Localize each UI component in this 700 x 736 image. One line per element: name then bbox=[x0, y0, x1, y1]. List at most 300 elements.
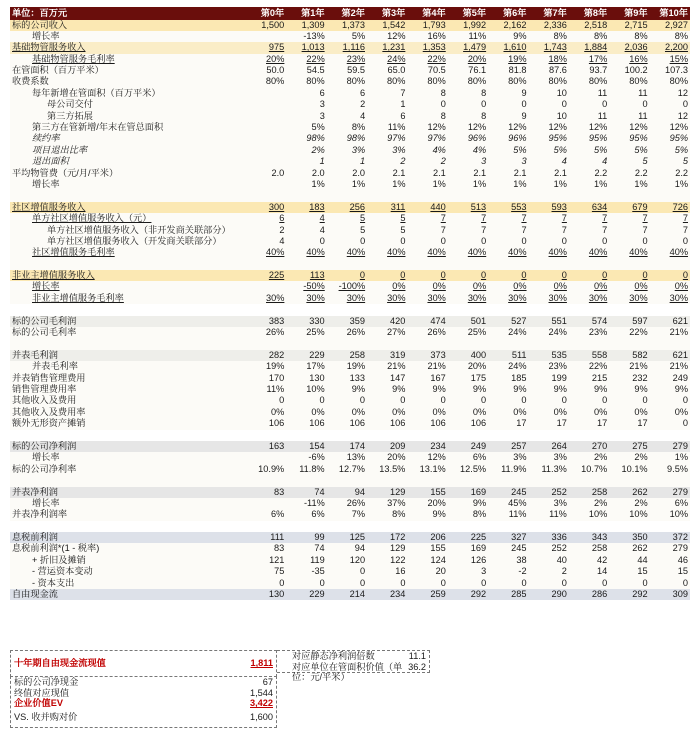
row-label bbox=[10, 168, 246, 179]
cell-text: 3 bbox=[481, 566, 487, 577]
row-label bbox=[10, 578, 246, 589]
cell-text: 26% bbox=[265, 327, 285, 338]
cell-value bbox=[407, 168, 447, 179]
table-row bbox=[10, 464, 690, 475]
cell-text: 3 bbox=[319, 99, 325, 110]
cell-value bbox=[569, 327, 609, 338]
cell-text: 10% bbox=[669, 509, 688, 520]
cell-value bbox=[609, 589, 649, 600]
cell-text: 245 bbox=[511, 543, 527, 554]
cell-value bbox=[367, 418, 407, 429]
table-row bbox=[10, 452, 690, 463]
cell-text: 12% bbox=[629, 122, 648, 133]
cell-text: 1,309 bbox=[301, 19, 325, 30]
cell-value bbox=[286, 270, 326, 281]
cell-value bbox=[327, 293, 367, 304]
cell-value bbox=[529, 361, 569, 372]
cell-text: 12% bbox=[548, 122, 567, 133]
cell-value bbox=[327, 213, 367, 224]
cell-value bbox=[528, 350, 568, 361]
cell-text: 0 bbox=[561, 270, 567, 281]
cell-text: 80% bbox=[669, 76, 688, 87]
cell-value bbox=[528, 441, 568, 452]
cell-text: 94 bbox=[354, 486, 365, 497]
cell-value bbox=[528, 509, 568, 520]
table-row bbox=[10, 247, 690, 258]
cell-value bbox=[488, 452, 528, 463]
cell-value bbox=[609, 498, 649, 509]
cell-text: 94 bbox=[354, 543, 365, 554]
cell-value bbox=[529, 99, 569, 110]
cell-value bbox=[407, 42, 447, 53]
cell-value bbox=[286, 589, 326, 600]
cell-text: 5% bbox=[351, 30, 366, 41]
cell-text: 7 bbox=[561, 224, 567, 235]
cell-value bbox=[246, 31, 286, 42]
row-label bbox=[10, 99, 246, 110]
cell-text: 372 bbox=[672, 532, 688, 543]
cell-value bbox=[286, 418, 326, 429]
cell-text: 0% bbox=[634, 406, 648, 417]
cell-value bbox=[569, 407, 609, 418]
cell-value bbox=[286, 395, 326, 406]
cell-text: 501 bbox=[470, 315, 487, 326]
cell-text: 2,200 bbox=[664, 42, 688, 53]
cell-value bbox=[286, 407, 326, 418]
cell-text: 40 bbox=[556, 554, 567, 565]
cell-value bbox=[488, 384, 528, 395]
cell-value bbox=[528, 42, 568, 53]
cell-text: 279 bbox=[672, 543, 688, 554]
cell-value bbox=[569, 350, 609, 361]
cell-value bbox=[488, 111, 528, 122]
cell-text: 106 bbox=[268, 418, 285, 429]
cell-text: 262 bbox=[632, 486, 648, 497]
cell-text: 4 bbox=[561, 156, 567, 167]
cell-text: 1% bbox=[311, 178, 325, 189]
table-row bbox=[10, 111, 690, 122]
cell-value bbox=[488, 464, 528, 475]
cell-text: 80% bbox=[508, 76, 527, 87]
cell-value bbox=[650, 168, 690, 179]
row-label-text: 基础物管服务收入 bbox=[12, 42, 86, 53]
cell-text: 40% bbox=[427, 247, 446, 258]
cell-text: 40% bbox=[508, 247, 527, 258]
cell-text: 24% bbox=[387, 53, 406, 64]
cell-text: 1,373 bbox=[341, 19, 365, 30]
cell-value bbox=[246, 464, 286, 475]
cell-value bbox=[569, 578, 609, 589]
cell-value bbox=[286, 31, 326, 42]
cell-text: 22% bbox=[588, 361, 608, 372]
table-header bbox=[10, 7, 690, 20]
cell-value bbox=[569, 418, 609, 429]
cell-value bbox=[609, 293, 649, 304]
cell-text: 147 bbox=[390, 372, 406, 383]
cell-text: 11% bbox=[468, 30, 487, 41]
row-label-text: 在管面积（百万平米） bbox=[12, 65, 104, 76]
cell-value bbox=[407, 543, 447, 554]
cell-text: 26% bbox=[346, 497, 366, 508]
cell-text: -2 bbox=[518, 566, 527, 577]
cell-text: 87.6 bbox=[548, 65, 567, 76]
cell-text: 0 bbox=[561, 235, 567, 246]
cell-value bbox=[528, 395, 568, 406]
cell-text: 24% bbox=[548, 327, 567, 338]
cell-value bbox=[488, 145, 528, 156]
cell-text: 0 bbox=[319, 395, 325, 406]
cell-value bbox=[246, 589, 286, 600]
cell-value bbox=[448, 213, 488, 224]
cell-value bbox=[609, 487, 649, 498]
cell-value bbox=[286, 384, 326, 395]
cell-value bbox=[529, 566, 569, 577]
cell-value bbox=[327, 65, 367, 76]
cell-text: 10.1% bbox=[621, 463, 648, 474]
pv-value: 1,811 bbox=[250, 658, 273, 668]
table-row bbox=[10, 578, 690, 589]
cell-value bbox=[569, 464, 609, 475]
cell-text: 0 bbox=[481, 99, 487, 110]
cell-value bbox=[367, 327, 407, 338]
cell-value bbox=[448, 156, 488, 167]
cell-text: 0 bbox=[400, 395, 406, 406]
cell-text: 11% bbox=[387, 122, 406, 133]
row-label-text: 销售管理费用率 bbox=[12, 384, 77, 394]
table-row bbox=[10, 133, 690, 144]
cell-value bbox=[488, 213, 528, 224]
cell-text: 17% bbox=[588, 53, 608, 64]
cell-text: 17 bbox=[556, 418, 567, 429]
cell-value bbox=[529, 213, 569, 224]
cell-text: 0 bbox=[642, 270, 648, 281]
cell-text: 7 bbox=[682, 224, 688, 235]
cell-text: 258 bbox=[349, 349, 365, 360]
cell-text: 12% bbox=[427, 452, 446, 463]
cell-value bbox=[569, 133, 609, 144]
cell-text: 311 bbox=[390, 201, 406, 212]
cell-value bbox=[407, 487, 447, 498]
cell-text: 50.0 bbox=[266, 65, 285, 76]
table-row bbox=[10, 441, 690, 452]
cell-text: 106 bbox=[390, 418, 406, 429]
cell-text: 0% bbox=[634, 281, 648, 292]
cell-value bbox=[650, 361, 690, 372]
cell-text: 81.8 bbox=[508, 65, 527, 76]
cell-value bbox=[488, 42, 528, 53]
cell-value bbox=[650, 122, 690, 133]
row-label bbox=[10, 293, 246, 304]
cell-value bbox=[529, 145, 569, 156]
cell-text: 597 bbox=[632, 315, 648, 326]
cell-value bbox=[367, 270, 407, 281]
cell-text: 2.1 bbox=[432, 167, 446, 178]
cell-value bbox=[488, 407, 528, 418]
cell-value bbox=[246, 20, 286, 31]
cell-value bbox=[367, 168, 407, 179]
cell-value bbox=[569, 179, 609, 190]
cell-text: 285 bbox=[511, 589, 527, 600]
cell-value bbox=[286, 498, 326, 509]
cell-text: 8% bbox=[674, 30, 688, 41]
cell-text: 9% bbox=[634, 384, 648, 394]
cell-text: 1% bbox=[594, 178, 608, 189]
cell-text: 0 bbox=[602, 235, 608, 246]
cell-value bbox=[488, 20, 528, 31]
row-label bbox=[10, 361, 246, 372]
cell-value bbox=[327, 407, 367, 418]
cell-text: 12% bbox=[427, 122, 446, 133]
cell-value bbox=[609, 566, 649, 577]
cell-value bbox=[246, 156, 286, 167]
cell-value bbox=[327, 316, 367, 327]
cell-value bbox=[407, 122, 447, 133]
cell-value bbox=[448, 441, 488, 452]
table-row bbox=[10, 179, 690, 190]
cell-text: 726 bbox=[672, 201, 688, 212]
cell-value bbox=[528, 407, 568, 418]
cell-text: 282 bbox=[268, 349, 285, 360]
row-label bbox=[10, 327, 246, 338]
cell-text: 2% bbox=[594, 452, 608, 463]
row-label bbox=[10, 202, 246, 213]
cell-value bbox=[327, 384, 367, 395]
cell-text: 26% bbox=[427, 327, 446, 338]
cell-value bbox=[448, 133, 488, 144]
cell-value bbox=[246, 441, 286, 452]
cell-text: 37% bbox=[387, 497, 406, 508]
cell-text: 80% bbox=[548, 76, 567, 87]
cell-text: 5 bbox=[400, 224, 406, 235]
cell-text: 16% bbox=[427, 30, 446, 41]
cell-value bbox=[246, 373, 286, 384]
cell-text: 0 bbox=[359, 395, 365, 406]
cell-text: 350 bbox=[632, 532, 648, 543]
cell-text: 0 bbox=[279, 395, 285, 406]
table-row bbox=[10, 31, 690, 42]
cell-value bbox=[286, 578, 326, 589]
row-label bbox=[10, 407, 246, 418]
cell-text: 0 bbox=[642, 99, 648, 110]
cell-text: 133 bbox=[349, 372, 365, 383]
cell-value bbox=[650, 418, 690, 429]
cell-text: 0 bbox=[682, 418, 688, 429]
cell-text: 0 bbox=[561, 395, 567, 406]
cell-text: 22% bbox=[427, 53, 446, 64]
cell-value bbox=[448, 293, 488, 304]
cell-value bbox=[286, 247, 326, 258]
cell-value bbox=[246, 122, 286, 133]
cell-value bbox=[650, 247, 690, 258]
cell-value bbox=[286, 532, 326, 543]
cell-value bbox=[569, 99, 609, 110]
cell-value bbox=[327, 452, 367, 463]
cell-value bbox=[448, 327, 488, 338]
cell-text: 80% bbox=[629, 76, 648, 87]
cell-value bbox=[528, 418, 568, 429]
cell-text: 11 bbox=[597, 87, 608, 98]
cell-value bbox=[327, 373, 367, 384]
cell-text: 9% bbox=[351, 384, 365, 394]
cell-text: 4 bbox=[602, 156, 608, 167]
row-label-text: 项目退出比率 bbox=[32, 144, 88, 155]
cell-value bbox=[367, 88, 407, 99]
cell-value bbox=[650, 76, 690, 87]
cell-value bbox=[569, 202, 609, 213]
cell-value bbox=[367, 532, 407, 543]
cell-value bbox=[246, 509, 286, 520]
cell-value bbox=[287, 236, 327, 247]
cell-text: 183 bbox=[309, 201, 325, 212]
cell-value bbox=[367, 407, 407, 418]
cell-text: 343 bbox=[591, 532, 608, 543]
cell-text: 0% bbox=[553, 406, 567, 417]
row-label-text: 标的公司收入 bbox=[12, 19, 68, 30]
cell-value bbox=[286, 293, 326, 304]
cell-value bbox=[448, 236, 488, 247]
cell-value bbox=[488, 247, 528, 258]
cell-value bbox=[327, 31, 367, 42]
cell-text: 229 bbox=[309, 349, 325, 360]
cell-text: 290 bbox=[551, 589, 567, 600]
cell-text: 7 bbox=[521, 224, 527, 235]
cell-text: 11.9% bbox=[501, 463, 527, 474]
row-label-text: - 资本支出 bbox=[32, 577, 75, 588]
row-label bbox=[10, 65, 246, 76]
cell-text: 4 bbox=[319, 224, 325, 235]
cell-text: 11% bbox=[266, 384, 285, 394]
cell-text: 7 bbox=[561, 213, 567, 224]
cell-value bbox=[246, 270, 286, 281]
cell-text: 25% bbox=[306, 327, 325, 338]
cell-value bbox=[609, 133, 649, 144]
table-row bbox=[10, 99, 690, 110]
cell-value bbox=[407, 31, 447, 42]
cell-text: 11.3% bbox=[541, 463, 567, 474]
cell-value bbox=[286, 145, 326, 156]
cell-value bbox=[287, 111, 327, 122]
row-label-text: 第三方在管新增/年末在管总面积 bbox=[32, 122, 164, 133]
cell-value bbox=[650, 464, 690, 475]
cell-text: 1% bbox=[351, 178, 366, 189]
table-row bbox=[10, 202, 690, 213]
cell-value bbox=[529, 111, 569, 122]
cell-text: 1% bbox=[553, 178, 567, 189]
cell-value bbox=[650, 316, 690, 327]
cell-text: 330 bbox=[309, 315, 325, 326]
terminal-label: 终值对应现值 bbox=[14, 687, 70, 698]
cell-text: 80% bbox=[265, 76, 285, 87]
cell-text: 125 bbox=[349, 532, 365, 543]
cell-value bbox=[650, 42, 690, 53]
cell-text: 2 bbox=[440, 156, 446, 167]
cell-value bbox=[367, 99, 407, 110]
cell-value bbox=[650, 20, 690, 31]
cell-value bbox=[367, 555, 407, 566]
row-label-text: 单方社区增值服务收入（非开发商关联部分） bbox=[47, 224, 231, 235]
cell-text: 5 bbox=[642, 156, 648, 167]
cell-text: 0 bbox=[561, 577, 567, 588]
cell-text: 3% bbox=[513, 452, 527, 463]
cell-value bbox=[246, 293, 286, 304]
cell-value bbox=[488, 76, 528, 87]
cell-text: 154 bbox=[309, 440, 325, 451]
cell-text: 5% bbox=[553, 144, 567, 155]
cell-value bbox=[488, 532, 528, 543]
cell-text: 1,884 bbox=[584, 42, 608, 53]
cell-value bbox=[528, 316, 568, 327]
table-row bbox=[10, 407, 690, 418]
cell-value bbox=[569, 213, 609, 224]
cell-value bbox=[246, 145, 286, 156]
cell-value bbox=[407, 532, 447, 543]
cell-text: 80% bbox=[386, 76, 406, 87]
cell-text: 26% bbox=[346, 327, 365, 338]
cell-value bbox=[650, 384, 690, 395]
cell-value bbox=[448, 452, 488, 463]
cell-value bbox=[367, 441, 407, 452]
cell-text: 209 bbox=[390, 440, 406, 451]
cell-value bbox=[650, 202, 690, 213]
cell-value bbox=[529, 578, 569, 589]
cell-text: 6% bbox=[311, 509, 325, 520]
cell-value bbox=[528, 532, 568, 543]
table-row bbox=[10, 122, 690, 133]
cell-text: 5% bbox=[513, 144, 527, 155]
cell-text: 20% bbox=[427, 497, 446, 508]
cell-text: 6 bbox=[400, 110, 406, 121]
row-label bbox=[10, 384, 246, 395]
cell-value bbox=[650, 179, 690, 190]
cell-value bbox=[286, 88, 326, 99]
cell-text: 12% bbox=[467, 122, 487, 133]
cell-value bbox=[650, 555, 690, 566]
cell-text: 18% bbox=[548, 53, 567, 64]
cell-text: 1,743 bbox=[543, 42, 567, 53]
ev-label: 企业价值EV bbox=[14, 698, 64, 708]
cell-text: 0 bbox=[400, 577, 406, 588]
row-label bbox=[10, 54, 246, 65]
table-row bbox=[10, 168, 690, 179]
cell-text: 95% bbox=[669, 133, 688, 144]
row-label-text: 息税前利润 bbox=[12, 532, 58, 543]
cell-text: 3 bbox=[319, 110, 325, 121]
cell-text: 25% bbox=[467, 327, 487, 338]
cell-text: 2.2 bbox=[634, 167, 648, 178]
cell-text: 679 bbox=[632, 201, 648, 212]
cell-value bbox=[569, 31, 609, 42]
table-row bbox=[10, 498, 690, 509]
row-label bbox=[10, 316, 246, 327]
cell-value bbox=[650, 407, 690, 418]
row-label bbox=[10, 441, 246, 452]
cell-value bbox=[529, 293, 569, 304]
row-label-text: 自由现金流 bbox=[12, 589, 58, 600]
cell-text: 257 bbox=[511, 440, 527, 451]
cell-text: 10 bbox=[556, 110, 567, 121]
cell-text: 7 bbox=[521, 213, 527, 224]
cell-text: 107.3 bbox=[664, 65, 688, 76]
cell-value bbox=[609, 236, 649, 247]
cell-value bbox=[488, 487, 528, 498]
cell-value bbox=[367, 42, 407, 53]
cell-text: 122 bbox=[390, 554, 406, 565]
cell-text: 124 bbox=[430, 554, 446, 565]
cell-value bbox=[488, 555, 528, 566]
pe-value: 11.1 bbox=[408, 651, 426, 661]
cell-text: 97% bbox=[427, 133, 446, 144]
cell-value bbox=[529, 88, 569, 99]
